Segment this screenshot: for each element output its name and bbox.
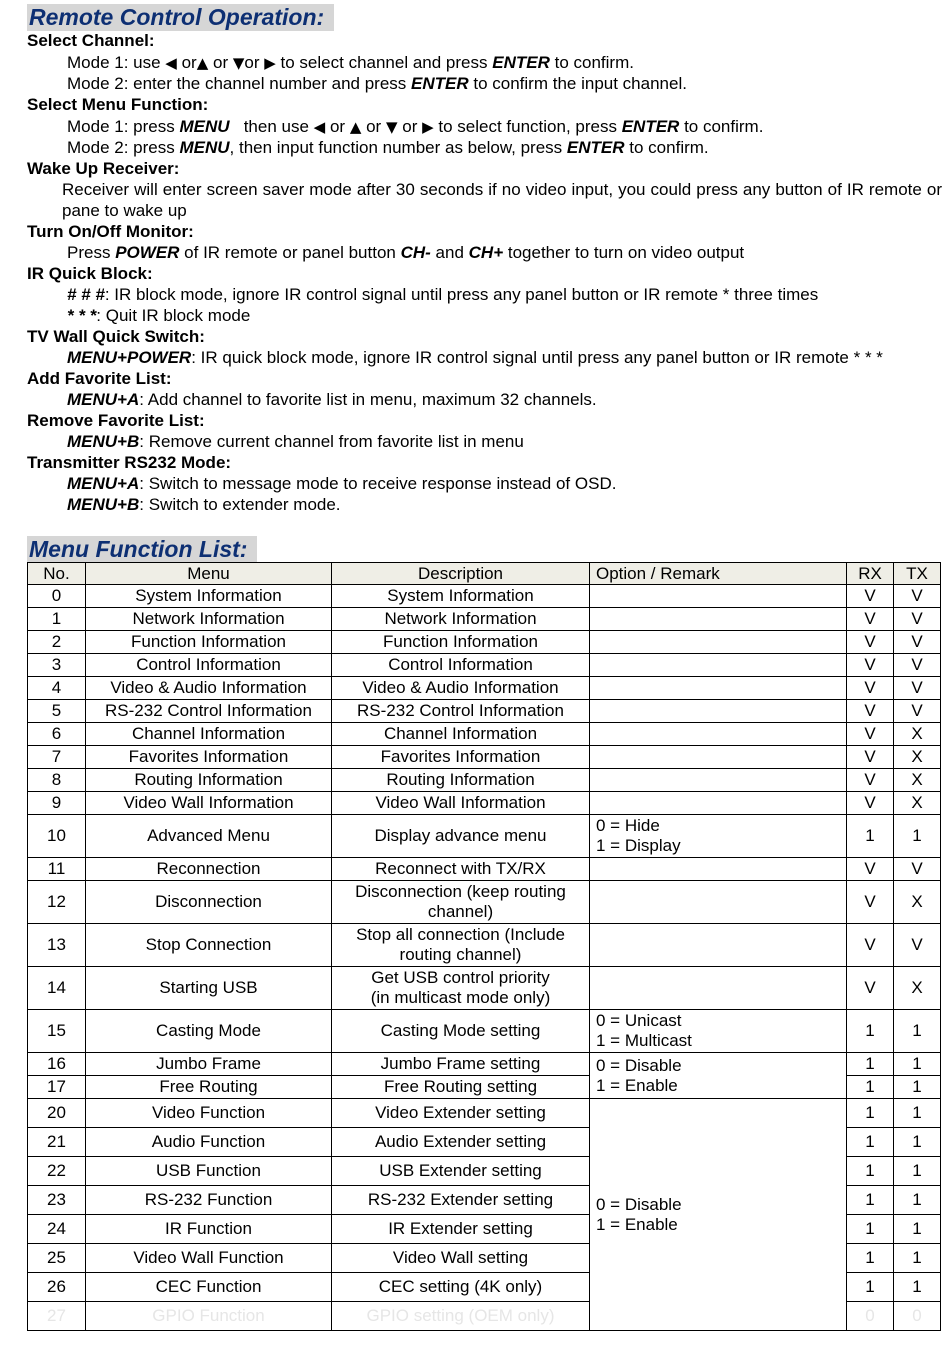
cell-rx: 1	[847, 1157, 894, 1186]
cell-tx: 1	[894, 1215, 941, 1244]
cell-menu: Advanced Menu	[86, 815, 332, 858]
cell-menu: Stop Connection	[86, 924, 332, 967]
cell-menu: Casting Mode	[86, 1010, 332, 1053]
monitor-text: Press POWER of IR remote or panel button CH- and CH+ together to turn on video output	[67, 243, 745, 262]
cell-menu: IR Function	[86, 1215, 332, 1244]
table-row	[28, 815, 941, 858]
cell-tx: 1	[894, 1076, 941, 1099]
cell-tx: 1	[894, 1099, 941, 1128]
cell-option: 0 = Unicast 1 = Multicast	[590, 1010, 847, 1053]
table-row	[28, 858, 941, 881]
cell-menu: Free Routing	[86, 1076, 332, 1099]
table-header-row	[28, 563, 941, 585]
cell-description: Channel Information	[332, 723, 590, 746]
cell-no: 23	[28, 1186, 86, 1215]
cell-description: Reconnect with TX/RX	[332, 858, 590, 881]
cell-tx: 1	[894, 1128, 941, 1157]
cell-menu: System Information	[86, 585, 332, 608]
cell-menu: Video Wall Information	[86, 792, 332, 815]
cell-menu: Video & Audio Information	[86, 677, 332, 700]
select-channel-mode2: Mode 2: enter the channel number and press ENTER to confirm the input channel.	[67, 74, 687, 93]
cell-tx: V	[894, 858, 941, 881]
cell-menu: GPIO Function	[86, 1302, 332, 1331]
cell-option: 0 = Hide 1 = Display	[590, 815, 847, 858]
cell-menu: Favorites Information	[86, 746, 332, 769]
cell-option	[590, 792, 847, 815]
cell-tx: X	[894, 769, 941, 792]
cell-tx: 1	[894, 1186, 941, 1215]
cell-no: 17	[28, 1076, 86, 1099]
cell-tx: 1	[894, 1157, 941, 1186]
cell-option	[590, 654, 847, 677]
cell-tx: V	[894, 654, 941, 677]
cell-option	[590, 769, 847, 792]
cell-no: 2	[28, 631, 86, 654]
rs232-line1: MENU+A: Switch to message mode to receive response instead of OSD.	[67, 474, 617, 493]
cell-description: Control Information	[332, 654, 590, 677]
cell-tx: V	[894, 924, 941, 967]
cell-no: 16	[28, 1053, 86, 1076]
cell-rx: 1	[847, 1273, 894, 1302]
label-transmitter-rs232-mode: Transmitter RS232 Mode:	[27, 453, 232, 472]
cell-description: Display advance menu	[332, 815, 590, 858]
cell-description: System Information	[332, 585, 590, 608]
label-turn-on-off-monitor: Turn On/Off Monitor:	[27, 222, 194, 241]
cell-tx: V	[894, 585, 941, 608]
cell-no: 8	[28, 769, 86, 792]
section-title-menu-function-list: Menu Function List:	[27, 536, 257, 563]
cell-description: Video Wall Information	[332, 792, 590, 815]
ir-block-line2: * * *: Quit IR block mode	[67, 306, 251, 325]
cell-option	[590, 746, 847, 769]
cell-tx: 1	[894, 1053, 941, 1076]
menu-function-table	[27, 562, 941, 1331]
cell-option: 0 = Disable 1 = Enable	[590, 1053, 847, 1099]
cell-description: Video Wall setting	[332, 1244, 590, 1273]
cell-description: RS-232 Control Information	[332, 700, 590, 723]
arrow-up-icon: ▲	[349, 118, 362, 136]
cell-menu: USB Function	[86, 1157, 332, 1186]
cell-option	[590, 700, 847, 723]
cell-no: 27	[28, 1302, 86, 1331]
cell-menu: CEC Function	[86, 1273, 332, 1302]
table-row	[28, 723, 941, 746]
cell-rx: 1	[847, 1010, 894, 1053]
cell-rx: 1	[847, 815, 894, 858]
cell-rx: 1	[847, 1244, 894, 1273]
arrow-left-icon: ◀	[313, 118, 326, 136]
cell-rx: 1	[847, 1128, 894, 1157]
table-row	[28, 1010, 941, 1053]
cell-menu: Video Wall Function	[86, 1244, 332, 1273]
cell-menu: RS-232 Control Information	[86, 700, 332, 723]
header-description: Description	[332, 563, 590, 585]
cell-tx: X	[894, 967, 941, 1010]
cell-description: Favorites Information	[332, 746, 590, 769]
cell-menu: Audio Function	[86, 1128, 332, 1157]
cell-menu: RS-232 Function	[86, 1186, 332, 1215]
cell-description: Video Extender setting	[332, 1099, 590, 1128]
cell-menu: Disconnection	[86, 881, 332, 924]
cell-no: 7	[28, 746, 86, 769]
cell-tx: 1	[894, 815, 941, 858]
header-no: No.	[28, 563, 86, 585]
select-menu-mode2: Mode 2: press MENU, then input function number as below, press ENTER to confirm.	[67, 138, 709, 157]
cell-menu: Video Function	[86, 1099, 332, 1128]
cell-no: 21	[28, 1128, 86, 1157]
cell-description: Routing Information	[332, 769, 590, 792]
cell-description: Audio Extender setting	[332, 1128, 590, 1157]
cell-no: 26	[28, 1273, 86, 1302]
cell-description: CEC setting (4K only)	[332, 1273, 590, 1302]
cell-menu: Function Information	[86, 631, 332, 654]
cell-option	[590, 723, 847, 746]
header-menu: Menu	[86, 563, 332, 585]
arrow-right-icon: ▶	[422, 118, 434, 136]
arrow-down-icon: ▼	[232, 54, 245, 72]
cell-tx: 0	[894, 1302, 941, 1331]
cell-no: 6	[28, 723, 86, 746]
cell-rx: V	[847, 723, 894, 746]
cell-option	[590, 967, 847, 1010]
cell-tx: 1	[894, 1010, 941, 1053]
cell-tx: X	[894, 881, 941, 924]
cell-rx: V	[847, 967, 894, 1010]
cell-description: Casting Mode setting	[332, 1010, 590, 1053]
arrow-up-icon: ▲	[196, 54, 209, 72]
cell-description: Function Information	[332, 631, 590, 654]
cell-rx: 1	[847, 1186, 894, 1215]
cell-menu: Reconnection	[86, 858, 332, 881]
add-favorite-text: MENU+A: Add channel to favorite list in menu, maximum 32 channels.	[67, 390, 597, 409]
cell-description: Get USB control priority (in multicast mode only)	[332, 967, 590, 1010]
cell-no: 4	[28, 677, 86, 700]
cell-no: 20	[28, 1099, 86, 1128]
cell-description: Network Information	[332, 608, 590, 631]
cell-no: 25	[28, 1244, 86, 1273]
cell-tx: V	[894, 631, 941, 654]
remove-favorite-text: MENU+B: Remove current channel from favorite list in menu	[67, 432, 524, 451]
cell-tx: V	[894, 608, 941, 631]
cell-menu: Channel Information	[86, 723, 332, 746]
cell-no: 5	[28, 700, 86, 723]
label-remove-favorite-list: Remove Favorite List:	[27, 411, 205, 430]
cell-option	[590, 924, 847, 967]
cell-option	[590, 585, 847, 608]
ir-block-line1: # # #: IR block mode, ignore IR control signal until press any panel button or IR remote * three times	[67, 285, 819, 304]
cell-rx: V	[847, 585, 894, 608]
arrow-down-icon: ▼	[385, 118, 398, 136]
table-row	[28, 881, 941, 924]
cell-rx: 1	[847, 1076, 894, 1099]
table-row	[28, 746, 941, 769]
label-select-menu-function: Select Menu Function:	[27, 95, 209, 114]
cell-no: 22	[28, 1157, 86, 1186]
cell-rx: V	[847, 881, 894, 924]
label-add-favorite-list: Add Favorite List:	[27, 369, 172, 388]
table-row	[28, 967, 941, 1010]
cell-menu: Control Information	[86, 654, 332, 677]
table-row	[28, 654, 941, 677]
cell-tx: X	[894, 792, 941, 815]
cell-tx: X	[894, 723, 941, 746]
table-row	[28, 792, 941, 815]
cell-option	[590, 677, 847, 700]
cell-tx: 1	[894, 1244, 941, 1273]
cell-option	[590, 881, 847, 924]
header-rx: RX	[847, 563, 894, 585]
cell-no: 24	[28, 1215, 86, 1244]
cell-no: 1	[28, 608, 86, 631]
cell-rx: V	[847, 654, 894, 677]
cell-rx: V	[847, 792, 894, 815]
table-row	[28, 1053, 941, 1076]
cell-rx: V	[847, 677, 894, 700]
cell-option	[590, 608, 847, 631]
cell-description: USB Extender setting	[332, 1157, 590, 1186]
select-channel-mode1: Mode 1: use ◀ or▲ or ▼or ▶ to select channel and press ENTER to confirm.	[67, 53, 634, 72]
arrow-right-icon: ▶	[264, 54, 276, 72]
cell-no: 10	[28, 815, 86, 858]
cell-no: 0	[28, 585, 86, 608]
cell-menu: Starting USB	[86, 967, 332, 1010]
cell-option: 0 = Disable 1 = Enable	[590, 1099, 847, 1331]
cell-description: Stop all connection (Include routing channel)	[332, 924, 590, 967]
cell-tx: V	[894, 700, 941, 723]
cell-rx: 1	[847, 1099, 894, 1128]
tv-wall-text: MENU+POWER: IR quick block mode, ignore IR control signal until press any panel button or IR remote * * *	[67, 348, 883, 367]
cell-no: 15	[28, 1010, 86, 1053]
cell-tx: 1	[894, 1273, 941, 1302]
cell-rx: V	[847, 746, 894, 769]
cell-menu: Jumbo Frame	[86, 1053, 332, 1076]
cell-rx: 0	[847, 1302, 894, 1331]
cell-description: RS-232 Extender setting	[332, 1186, 590, 1215]
select-menu-mode1: Mode 1: press MENU then use ◀ or ▲ or ▼ or ▶ to select function, press ENTER to confirm.	[67, 117, 764, 136]
section-title-remote-control: Remote Control Operation:	[27, 4, 334, 31]
cell-no: 13	[28, 924, 86, 967]
label-tv-wall-quick-switch: TV Wall Quick Switch:	[27, 327, 205, 346]
arrow-left-icon: ◀	[165, 54, 177, 72]
cell-rx: V	[847, 858, 894, 881]
header-option-remark: Option / Remark	[590, 563, 847, 585]
cell-rx: V	[847, 769, 894, 792]
table-row	[28, 585, 941, 608]
header-tx: TX	[894, 563, 941, 585]
cell-description: GPIO setting (OEM only)	[332, 1302, 590, 1331]
cell-description: Video & Audio Information	[332, 677, 590, 700]
table-row	[28, 608, 941, 631]
cell-tx: V	[894, 677, 941, 700]
cell-no: 14	[28, 967, 86, 1010]
table-row	[28, 769, 941, 792]
cell-tx: X	[894, 746, 941, 769]
table-row	[28, 631, 941, 654]
cell-no: 3	[28, 654, 86, 677]
cell-rx: V	[847, 700, 894, 723]
cell-option	[590, 631, 847, 654]
cell-menu: Routing Information	[86, 769, 332, 792]
cell-rx: 1	[847, 1053, 894, 1076]
label-wake-up-receiver: Wake Up Receiver:	[27, 159, 180, 178]
rs232-line2: MENU+B: Switch to extender mode.	[67, 495, 341, 514]
cell-no: 12	[28, 881, 86, 924]
table-row	[28, 700, 941, 723]
cell-rx: V	[847, 924, 894, 967]
cell-description: Jumbo Frame setting	[332, 1053, 590, 1076]
cell-rx: 1	[847, 1215, 894, 1244]
label-select-channel: Select Channel:	[27, 31, 155, 50]
cell-option	[590, 858, 847, 881]
cell-description: Disconnection (keep routing channel)	[332, 881, 590, 924]
cell-menu: Network Information	[86, 608, 332, 631]
cell-description: Free Routing setting	[332, 1076, 590, 1099]
cell-no: 11	[28, 858, 86, 881]
label-ir-quick-block: IR Quick Block:	[27, 264, 153, 283]
cell-rx: V	[847, 608, 894, 631]
table-row	[28, 924, 941, 967]
cell-no: 9	[28, 792, 86, 815]
table-row	[28, 1099, 941, 1128]
wake-up-text: Receiver will enter screen saver mode after 30 seconds if no video input, you could press any button of IR remote or pane to wake up	[62, 180, 942, 220]
table-row	[28, 677, 941, 700]
cell-description: IR Extender setting	[332, 1215, 590, 1244]
cell-rx: V	[847, 631, 894, 654]
